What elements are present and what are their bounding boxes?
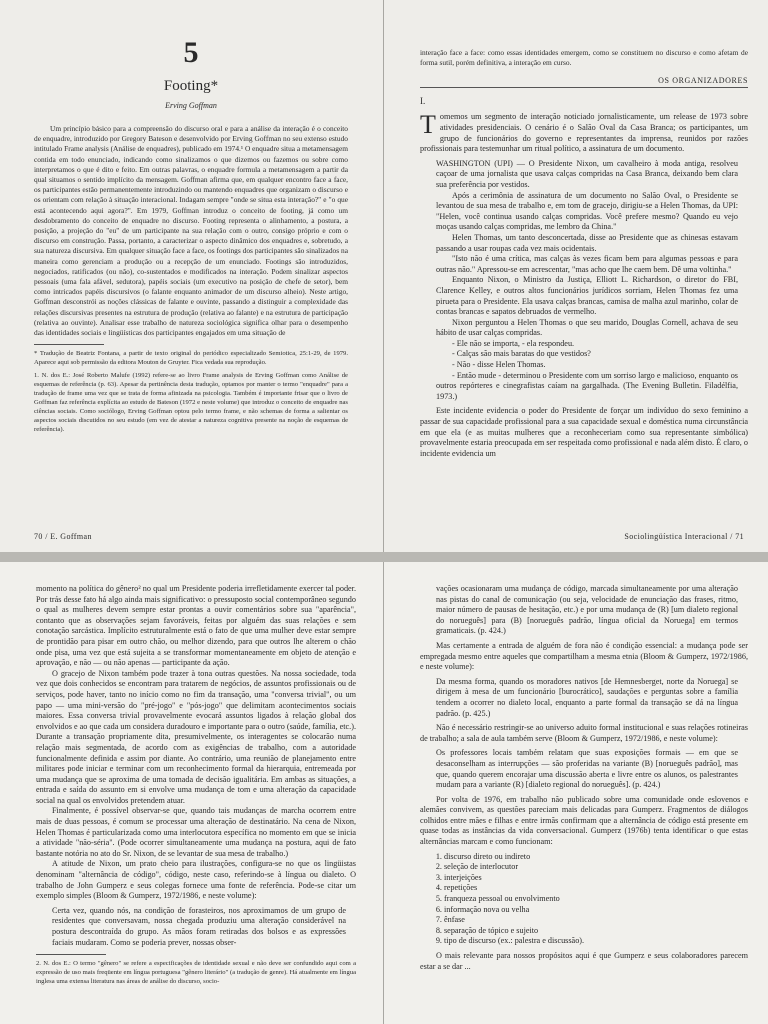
paragraph-ethnicity: Mas certamente a entrada de alguém de fora não é condição essencial: a mudança pode ser empregada mesmo entre aqueles que compartilham a mesma etnia (Bloom & Gumperz, 1972/1986, e neste volume): bbox=[420, 640, 748, 672]
list-item: 8. separação de tópico e sujeito bbox=[444, 926, 748, 937]
footnote-separator-2 bbox=[36, 954, 106, 955]
chapter-author: Erving Goffman bbox=[165, 101, 217, 110]
continued-paragraph-3: Finalmente, é possível observar-se que, quando tais mudanças de marcha ocorrem entre mais de duas pessoas, é comum se processar uma alteração de destinatário. Na cena de Nixon, Helen Thomas é particularizada como uma interlocutora específica no momento em que se inicia a atividade "não-séria". (Pode ocorrer simultaneamente uma mudança na postura, aqui de fato bastante notória no ato do Sr. Nixon, de se levantar de sua mesa de trabalho.) bbox=[36, 806, 356, 858]
list-item: 3. interjeições bbox=[444, 873, 748, 884]
list-item: 6. informação nova ou velha bbox=[444, 905, 748, 916]
organizers-signature: OS ORGANIZADORES bbox=[658, 76, 748, 86]
continued-paragraph-4: A atitude de Nixon, um prato cheio para ilustrações, configura-se no que os lingüistas denominam "alternância de código", código, neste caso, referindo-se à língua ou dialeto. O trabalho de John Gumperz e seus colegas fornece uma fonte de referência. Pode-se citar um exemplo simples (Bloom & Gumperz, 1972/1986, e neste volume): bbox=[36, 859, 356, 901]
dialogue-line-2: - Calças são mais baratas do que vestidos? bbox=[452, 349, 591, 359]
page-73 bbox=[420, 584, 748, 1024]
section-paragraph-2: Este incidente evidencia o poder do Presidente de forçar um indivíduo do sexo feminino a passar de sua capacidade profissional para a sua capacidade sexual e doméstica numa circunstância em que ela (e as muitas mulheres que a reconheceriam como sua representante simbólica) provavelmente estaria preocupada em ser respeitada como profissional e nada além disto. É claro, o incidente evidencia um bbox=[420, 406, 748, 458]
chapter-title: Footing* bbox=[163, 78, 219, 94]
news-paragraph-1: WASHINGTON (UPI) — O Presidente Nixon, um cavalheiro à moda antiga, resolveu caçoar de uma jornalista que usava calças compridas na Casa Branca, deixando bem clara sua preferência por vestidos. bbox=[436, 158, 738, 189]
top-spine bbox=[383, 0, 384, 552]
footnote-separator bbox=[34, 344, 104, 345]
footnote-translation: * Tradução de Beatriz Fontana, a partir de texto original do periódico especializado Semiotica, 25:1-29, de 1979. Aparece aqui sob permissão da editora Mouton de Gruyter. Fica vedada sua reprodução. bbox=[34, 350, 348, 367]
list-item: 4. repetições bbox=[444, 883, 748, 894]
block-quote-hemnesberget: Da mesma forma, quando os moradores nativos [de Hemnesberget, norte da Noruega] se dirigem à mesa de um funcionário [burocrático], saudações e perguntas sobre a família tendem a ocorrer no dialeto local, enquanto a parte formal da transação se dá na língua padrão. (p. 425.) bbox=[436, 676, 738, 718]
intro-ending: interação face a face: como essas identidades emergem, como se constituem no discurso e como afetam de forma sutil, porém definitiva, a interação em curso. bbox=[420, 48, 748, 68]
chapter-number: 5 bbox=[183, 36, 199, 69]
block-quote-teachers: Os professores locais também relatam que suas exposições formais — em que se desaconselham as interrupções — são proferidas na variante (B) [norueguês padrão], mas que, quando querem encorajar uma discussão aberta e livre entre os alunos, os palestrantes mudam para a variante (R) [dialeto regional do norueguês]. (p. 424.) bbox=[436, 748, 738, 790]
intro-paragraph: Um princípio básico para a compreensão do discurso oral e para a análise da interação é o conceito de enquadre, introduzido por Gregory Bateson e desenvolvido por Erving Goffman no seu extenso estudo intitulado Frame analysis (Análise de enquadres), publicado em 1974.¹ O enquadre situa a metamensagem contida em todo enunciado, indicando como sinalizamos o que dizemos ou fazemos ou sobre como interpretamos o que é dito e feito. Em outras palavras, o enquadre formula a metamensagem a partir da qual situamos o sentido implícito da mensagem. Goffman afirma que, em qualquer encontro face a face, os participantes estão permanentemente introduzindo ou mantendo enquadres que organizam o discurso e os orientam com relação à situação interacional. Indagam sempre "onde se situa esta interação?" e "o que está acontecendo aqui agora?". Em 1979, Goffman introduz o conceito de footing, já como um desdobramento do conceito de enquadre no discurso. Footing representa o alinhamento, a postura, a posição, a projeção do "eu" de um participante na sua relação com o outro, consigo próprio e com o discurso em construção. Passa, portanto, a caracterizar o aspecto dinâmico dos enquadres e, sobretudo, a sua natureza discursiva. Em qualquer situação face a face, os footings dos participantes são sinalizados na maneira como gerenciam a produção ou a recepção de um enunciado. Footings são introduzidos, negociados, ratificados (ou não), co-sustentados e modificados na interação. Podem sinalizar aspectos pessoais (uma fala afável, sedutora), papéis sociais (um executivo na posição de chefe de setor), bem como intricados papéis discursivos (o falante enquanto animador de um discurso alheio). Neste artigo, Goffman desconstrói as noções clássicas de falante e ouvinte, passando a distinguir a complexidade das relações discursivas presentes na estrutura de produção (relativa ao falante) e na estrutura de participação (relativa ao ouvinte). Analisar esse trabalho de natureza sociológica significa olhar para o desempenho das identidades sociais e lingüísticas dos participantes engajados em uma situação de bbox=[34, 124, 348, 338]
section-rule bbox=[420, 87, 748, 88]
page-70 bbox=[34, 0, 348, 552]
page-71 bbox=[420, 0, 748, 525]
bottom-spine bbox=[383, 562, 384, 1024]
continued-paragraph-1: momento na política do gênero² no qual um Presidente poderia irrefletidamente exercer tal poder. Por trás desse fato há algo ainda mais significativo: o pressuposto social contemporâneo segundo o qual as mulheres devem sempre estar prontas a ouvir comentários sobre sua "aparência", contanto que as observações sejam favoráveis, feitas por alguém das suas relações e sem conotação sarcástica. Implícito estruturalmente está o fato de que uma mulher deve estar sempre de prontidão para pisar em outro chão, ou melhor dizendo, para que outros lhe alterem o chão onde pisa, uma vez que está sujeita a se transformar momentaneamente em objeto de atenção e aprovação, e não — ou não apenas — participante da ação. bbox=[36, 584, 356, 668]
footnote-1: 1. N. dos E.: José Roberto Malufe (1992) refere-se ao livro Frame analysis de Erving Goffman como Análise de esquemas de referência (p. 63). Apesar da pertinência desta tradução, optamos por manter o termo "enquadre" para a tradução de frame uma vez que se trata de forma afinizada na psicologia. Também é importante frisar que o livro de Goffman faz referência explícita ao estudo de Bateson (1972 e neste volume) que introduz o conceito de enquadre nas ciências sociais. Como sociólogo, Erving Goffman optou pelo termo frame, e não schemas de forma a salientar os aspectos sociais discutidos no seu estudo (em vez de atestar a natureza cognitiva presente na noção de esquemas de referência). bbox=[34, 372, 348, 434]
list-item: 9. tipo de discurso (ex.: palestra e discussão). bbox=[444, 936, 748, 947]
news-paragraph-3: Helen Thomas, um tanto desconcertada, disse ao Presidente que as chinesas estavam passando a usar roupas cada vez mais ocidentais. bbox=[436, 232, 738, 253]
section-number: I. bbox=[420, 96, 426, 107]
list-item: 1. discurso direto ou indireto bbox=[444, 852, 748, 863]
news-paragraph-2: Após a cerimônia de assinatura de um documento no Salão Oval, o Presidente se levantou de sua mesa de trabalho e, em tom de gracejo, dirigiu-se a Helen Thomas, da UPI: "Helen, você continua usando calças compridas. Você prefere mesmo? Quando eu vejo moças usando calças compridas, me lembro da China." bbox=[436, 190, 738, 232]
list-item: 7. ênfase bbox=[444, 915, 748, 926]
continued-paragraph-2: O gracejo de Nixon também pode trazer à tona outras questões. Na nossa sociedade, toda vez que dois conhecidos se encontram para tratarem de negócios, de assuntos profissionais ou de serviços, pode haver, tanto no início como no fim da transação, uma "conversa trivial", ou um papo — uma mini-versão do "pré-jogo" e "pós-jogo" que delimitam acontecimentos sociais maiores. Essa conversa trivial provavelmente evocará assuntos ligados à relação global dos envolvidos e ao que cada um considera duradouro e importante para o outro (saúde, família, etc.). Durante a transação propriamente dita, presumivelmente, os interagentes se colocarão numa relação mais segmentada, de acordo com as exigências de trabalho, com a autoridade funcionalmente definida e assim por diante. Ao contrário, uma reunião de planejamento entre militares pode iniciar e terminar com um reconhecimento formal da hierarquia, entremeada por uma mudança que se aproxima de uma tomada de decisão igualitária. Em ambas as situações, a entrada e saída do assunto em si envolve uma mudança de tom e uma alteração da capacidade social na qual os envolvidos pretendem atuar. bbox=[36, 668, 356, 805]
dialogue-line-1: - Ele não se importa, - ela respondeu. bbox=[452, 338, 575, 348]
paragraph-final: O mais relevante para nossos propósitos aqui é que Gumperz e seus colaboradores parecem estar a se dar ... bbox=[420, 951, 748, 971]
dialogue-line-3: - Não - disse Helen Thomas. bbox=[452, 360, 546, 370]
page-gap bbox=[0, 552, 768, 562]
page-72 bbox=[36, 584, 356, 1024]
quote-continuation: vações ocasionaram uma mudança de código, marcada simultaneamente por uma alteração nas pistas do canal de comunicação (ou seja, velocidade de enunciação das frases, ritmo, maior número de pausas de hesitação, etc.) e por uma mudança de (R) [um dialeto regional do norueguês] para (B) [norueguês padrão, língua oficial da Noruega] em termos gramaticais. (p. 424.) bbox=[436, 584, 738, 636]
block-quote: Certa vez, quando nós, na condição de forasteiros, nos aproximamos de um grupo de residentes que conversavam, nossa chegada produziu uma alteração considerável na postura descontraída do grupo. As mãos foram retiradas dos bolsos e as expressões faciais mudaram. Como se poderia prever, nossas obser- bbox=[52, 905, 346, 947]
dialogue-line-4: - Então mude - determinou o Presidente com um sorriso largo e malicioso, enquanto os outros repórteres e cinegrafistas caíam na gargalhada. (The Evening Bulletin. Filadélfia, 1973.) bbox=[436, 370, 738, 401]
list-item: 5. franqueza pessoal ou envolvimento bbox=[444, 894, 748, 905]
paragraph-classroom: Não é necessário restringir-se ao universo aduito formal institucional e suas relações rotineiras de trabalho; a sala de aula também serve (Bloom & Gumperz, 1972/1986, e neste volume): bbox=[420, 723, 748, 743]
paragraph-slovenes: Por volta de 1976, em trabalho não publicado sobre uma comunidade onde eslovenos e alemães convivem, as questões pareciam mais delicadas para Gumperz. Fragmentos de diálogos colhidos entre mães e filhas e entre irmãs confirmam que a alternância de código está presente em quase todas as instâncias da vida conversacional. Gumperz (1976b) tenta identificar o que estas alternâncias marcam e como funcionam: bbox=[420, 794, 748, 847]
page-footer-right: Sociolingüística Interacional / 71 bbox=[624, 532, 744, 541]
news-paragraph-6: Nixon perguntou a Helen Thomas o que seu marido, Douglas Cornell, achava de seu hábito de usar calças compridas. bbox=[436, 317, 738, 338]
list-item: 2. seleção de interlocutor bbox=[444, 862, 748, 873]
code-switch-functions-list bbox=[420, 852, 748, 947]
section-paragraph-1: omemos um segmento de interação noticiado jornalisticamente, um release de 1973 sobre atividades presidenciais. O cenário é o Salão Oval da Casa Branca; os participantes, um grupo de funcionários do governo e representantes da imprensa, reunidos por razões profissionais para testemunhar um ritual político, a assinatura de um documento. bbox=[420, 112, 748, 154]
footnote-2: 2. N. dos E.: O termo "gênero" se refere a especificações de identidade sexual e não deve ser confundido aqui com a expressão de uso mais freqüente em língua portuguesa "gênero literário" (a tradução de genre). Há atualmente em língua inglesa uma extensa literatura nas áreas de análise do discurso, socio- bbox=[36, 960, 356, 986]
news-paragraph-4: "Isto não é uma crítica, mas calças às vezes ficam bem para algumas pessoas e para outras não." Apressou-se em acrescentar, "mas acho que lhe caem bem. Dê uma voltinha." bbox=[436, 254, 738, 274]
drop-cap: T bbox=[420, 110, 436, 140]
news-paragraph-5: Enquanto Nixon, o Ministro da Justiça, Elliott L. Richardson, o diretor do FBI, Clarence Kelley, e outros altos funcionários jurídicos sorriam, Helen Thomas fez uma pirueta para o Presidente. Ela usava calças brancas, camisa de malha azul marinho, colar de contas brancas e sapatos debruados de vermelho. bbox=[436, 275, 738, 317]
page-footer-left: 70 / E. Goffman bbox=[34, 532, 92, 541]
